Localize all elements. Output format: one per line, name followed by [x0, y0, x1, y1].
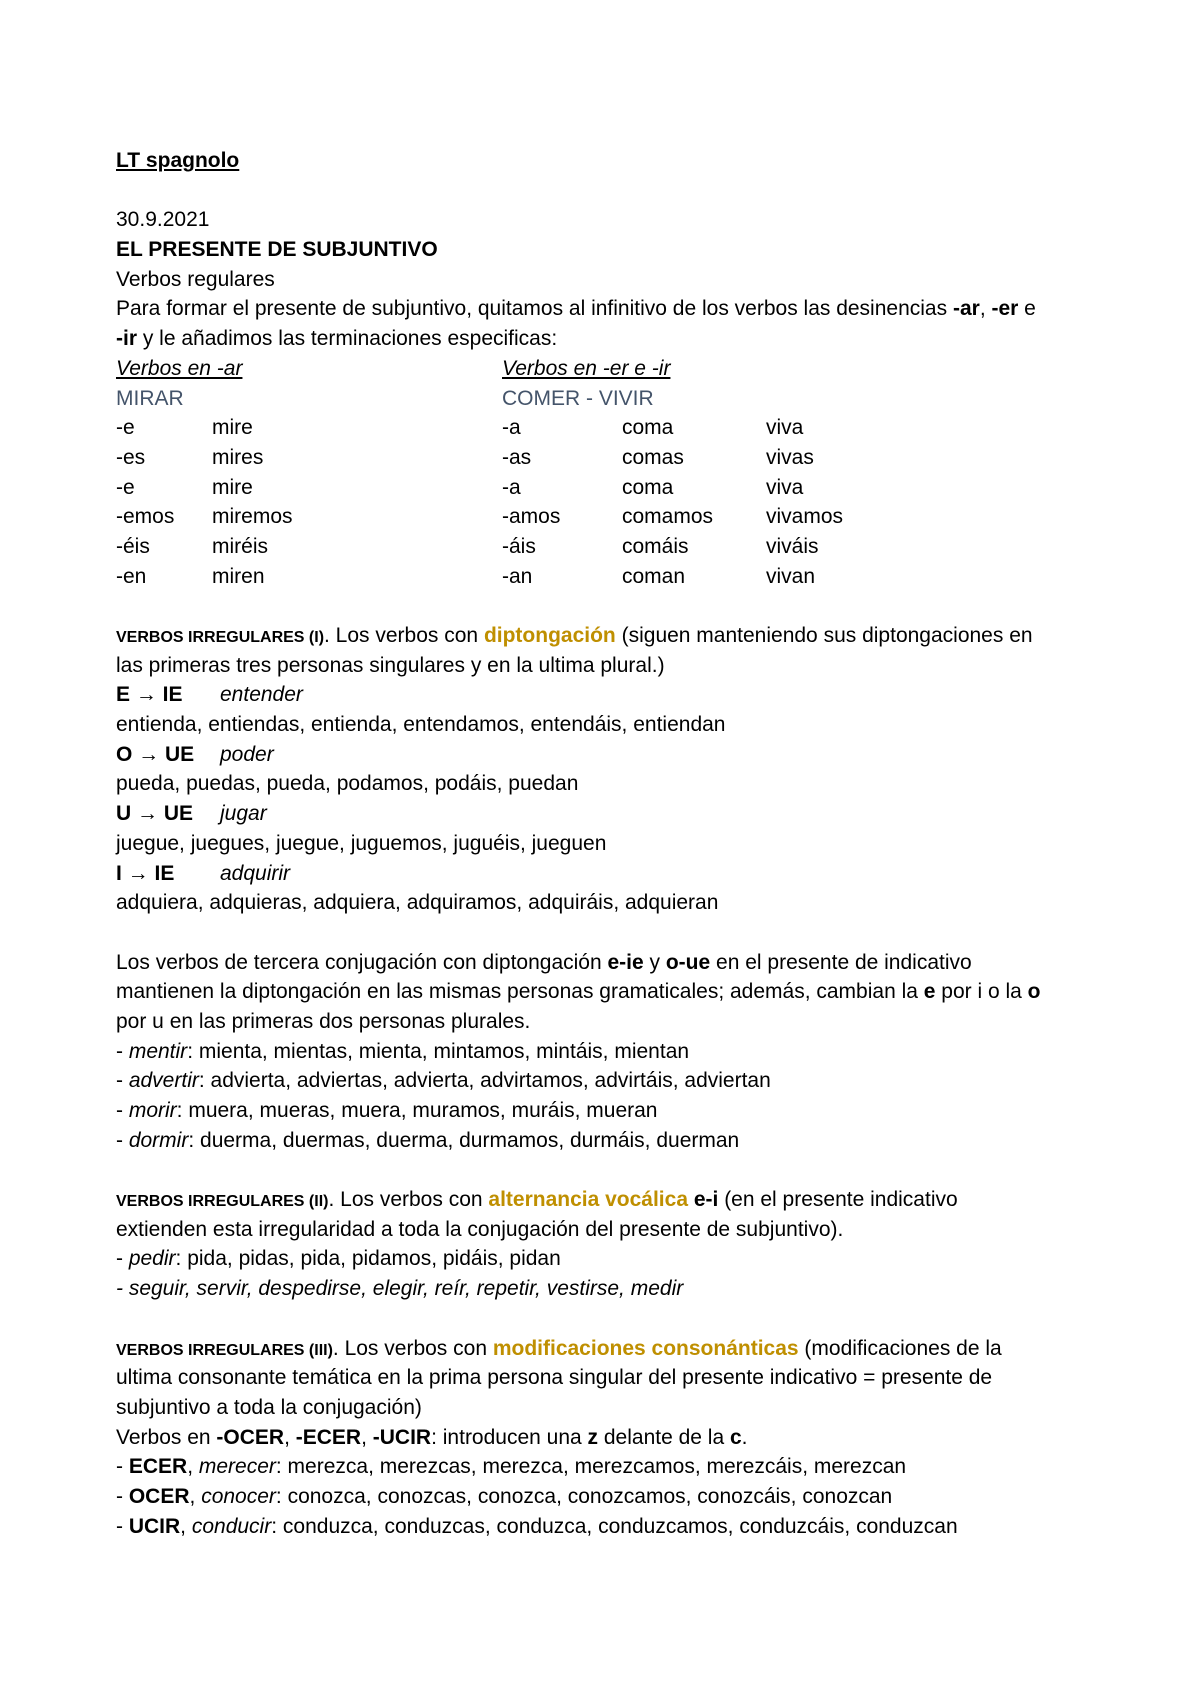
third-line-2: mantienen la diptongación en las mismas personas gramaticales; además, cambian la e por i o la o [116, 980, 1041, 1004]
irreg1-intro: VERBOS IRREGULARES (I). Los verbos con diptongación (siguen manteniendo sus diptongaciones en [116, 624, 1033, 647]
group-forms: entienda, entiendas, entienda, entendamos, entendáis, entiendan [116, 713, 726, 737]
table-row: -e mire -a coma viva [116, 416, 804, 440]
group-label-row: U → UE jugar [116, 802, 267, 826]
table-verb-row [116, 384, 1096, 414]
table-row: -emos miremos -amos comamos vivamos [116, 505, 844, 529]
section-heading: EL PRESENTE DE SUBJUNTIVO [116, 238, 438, 262]
table-row: -en miren -an coman vivan [116, 564, 816, 588]
third-line-1: Los verbos de tercera conjugación con diptongación e-ie y o-ue en el presente de indicativo [116, 950, 972, 974]
conjugation-table [116, 413, 1096, 591]
intro-line-2: -ir y le añadimos las terminaciones especificas: [116, 327, 558, 351]
group-forms: adquiera, adquieras, adquiera, adquiramos, adquiráis, adquieran [116, 891, 719, 915]
table-row: -éis miréis -áis comáis viváis [116, 534, 819, 558]
group-label-row: E → IE entender [116, 683, 303, 707]
example-line: - dormir: duerma, duermas, duerma, durmamos, durmáis, duerman [116, 1128, 740, 1152]
irreg2-intro: VERBOS IRREGULARES (II). Los verbos con alternancia vocálica e-i (en el presente indicativo [116, 1188, 958, 1212]
irreg2-line2: extienden esta irregularidad a toda la conjugación del presente de subjuntivo). [116, 1217, 844, 1241]
irreg3-line2: ultima consonante temática en la prima persona singular del presente indicativo = presente de [116, 1366, 993, 1390]
example-line: - advertir: advierta, adviertas, advierta, advirtamos, advirtáis, adviertan [116, 1069, 771, 1093]
group-forms: juegue, juegues, juegue, juguemos, juguéis, jueguen [116, 831, 607, 855]
ar-verb: MIRAR [116, 386, 184, 410]
col-ar-head: Verbos en -ar [116, 356, 243, 380]
irreg1-line2: las primeras tres personas singulares y en la ultima plural.) [116, 653, 665, 677]
table-row: -e mire -a coma viva [116, 475, 804, 499]
document-page [116, 146, 1096, 1541]
example-line: - ECER, merecer: merezca, merezcas, merezca, merezcamos, merezcáis, merezcan [116, 1455, 907, 1479]
irreg3-line4: Verbos en -OCER, -ECER, -UCIR: introducen una z delante de la c. [116, 1425, 748, 1449]
example-line: - morir: muera, mueras, muera, muramos, muráis, mueran [116, 1099, 658, 1122]
example-line: - mentir: mienta, mientas, mienta, mintamos, mintáis, mientan [116, 1039, 690, 1063]
irreg3-intro: VERBOS IRREGULARES (III). Los verbos con modificaciones consonánticas (modificaciones de la [116, 1336, 1002, 1360]
group-label-row: O → UE poder [116, 742, 274, 766]
table-head-row [116, 354, 1096, 384]
irreg2-example-2: - seguir, servir, despedirse, elegir, reír, repetir, vestirse, medir [116, 1277, 684, 1301]
example-line: - OCER, conocer: conozca, conozcas, conozca, conozcamos, conozcáis, conozcan [116, 1484, 893, 1508]
group-forms: pueda, puedas, pueda, podamos, podáis, puedan [116, 772, 579, 796]
subheading: Verbos regulares [116, 267, 275, 291]
date: 30.9.2021 [116, 208, 210, 232]
irreg3-line3: subjuntivo a toda la conjugación) [116, 1395, 422, 1419]
table-row: -es mires -as comas vivas [116, 445, 814, 469]
group-label-row: I → IE adquirir [116, 861, 291, 885]
irreg2-example-1: - pedir: pida, pidas, pida, pidamos, pidáis, pidan [116, 1247, 561, 1271]
erir-verb: COMER - VIVIR [502, 386, 654, 410]
example-line: - UCIR, conducir: conduzca, conduzcas, conduzca, conduzcamos, conduzcáis, conduzcan [116, 1514, 958, 1538]
document-title: LT spagnolo [116, 149, 240, 172]
intro-line-1: Para formar el presente de subjuntivo, quitamos al infinitivo de los verbos las desinencias -ar, -er e [116, 297, 1036, 321]
col-erir-head: Verbos en -er e -ir [502, 356, 671, 380]
third-line-3: por u en las primeras dos personas plurales. [116, 1009, 531, 1033]
